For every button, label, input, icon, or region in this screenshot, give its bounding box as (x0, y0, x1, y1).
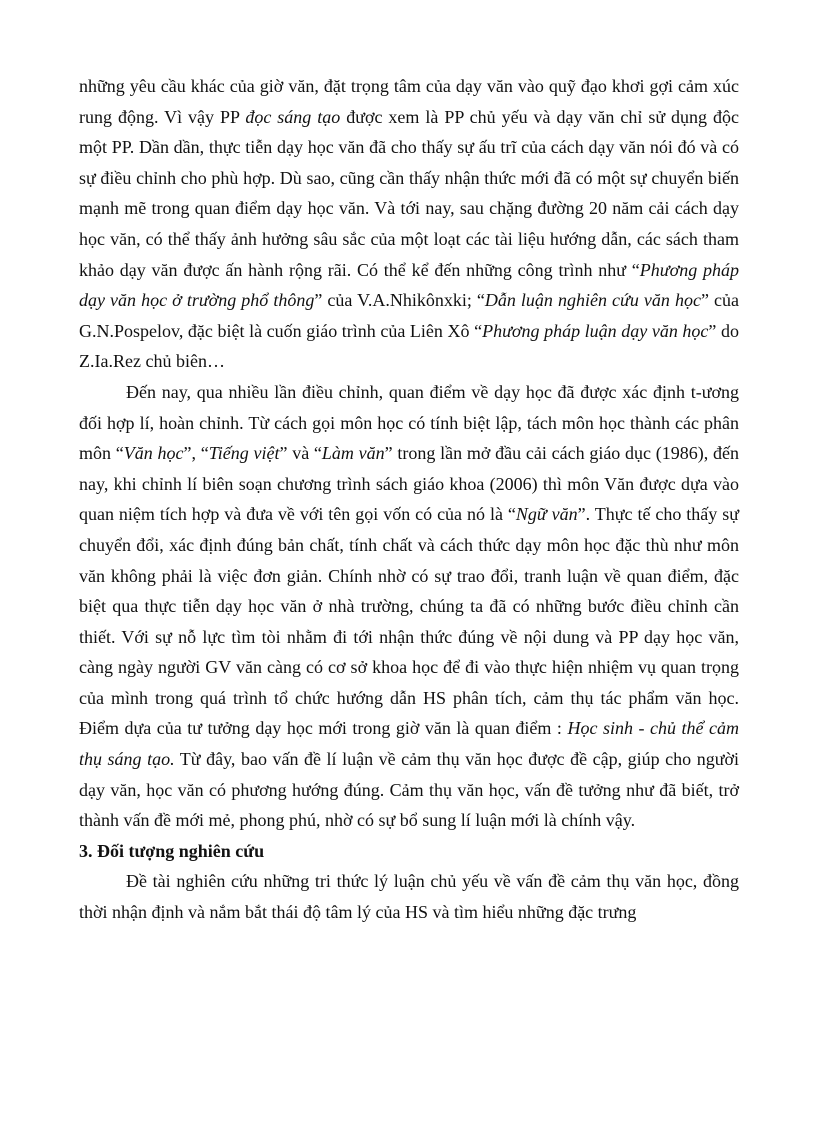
paragraph-continuation (79, 71, 739, 377)
paragraph-body (79, 377, 739, 836)
text-run: ” và “ (279, 443, 322, 464)
text-run: ”, “ (183, 443, 209, 464)
text-run: những yêu cầu khác của giờ văn, đặt trọng tâm của dạy văn vào quỹ đạo khơi gợi cảm xúc rung động. Vì vậy PP (79, 76, 739, 127)
text-run: được xem là PP chủ yếu và dạy văn chỉ sử dụng độc một PP. Dần dần, thực tiễn dạy học văn đã cho thấy sự ấu trĩ của cách dạy văn nói đó và có sự điều chỉnh cho phù hợp. Dù sao, cũng cần thấy nhận thức mới đã có một sự chuyển biến mạnh mẽ trong quan điểm dạy học văn. Và tới nay, sau chặng đường 20 năm cải cách dạy học văn, có thể thấy ảnh hưởng sâu sắc của một loạt các tài liệu hướng dẫn, các sách tham khảo dạy văn được ấn hành rộng rãi. Có thể kể đến những công trình như “ (79, 106, 739, 280)
section-heading: 3. Đối tượng nghiên cứu (79, 840, 265, 861)
text-run: ”. Thực tế cho thấy sự chuyển đổi, xác định đúng bản chất, tính chất và cách thức dạy môn học đặc thù như môn văn không phải là việc đơn giản. Chính nhờ có sự trao đổi, tranh luận về quan điểm, đặc biệt qua thực tiễn dạy học văn ở nhà trường, chúng ta đã có những bước điều chỉnh cần thiết. Với sự nỗ lực tìm tòi nhằm đi tới nhận thức đúng về nội dung và PP dạy học văn, càng ngày người GV văn càng có cơ sở khoa học để đi vào thực hiện nhiệm vụ quan trọng của mình trong quá trình tổ chức hướng dẫn HS phân tích, cảm thụ tác phẩm văn học. Điểm dựa của tư tưởng dạy học mới trong giờ văn là quan điểm : (79, 504, 740, 739)
book-title: Phương pháp dạy văn học ở trường phổ thông (79, 259, 740, 311)
book-title: Phương pháp luận dạy văn học (482, 320, 709, 341)
italic-viewpoint: Học sinh - chủ thể cảm thụ sáng tạo. (79, 718, 739, 770)
subject-name: Ngữ văn (515, 504, 578, 525)
book-title: Dẫn luận nghiên cứu văn học (484, 290, 701, 311)
text-run: Đến nay, qua nhiều lần điều chỉnh, quan điểm về dạy học đã được xác định t-ương đối hợp lí, hoàn chỉnh. Từ cách gọi môn học có tính biệt lập, tách môn học thành các phân môn “ (79, 381, 739, 464)
paragraph-section3: Đề tài nghiên cứu những tri thức lý luận chủ yếu về vấn đề cảm thụ văn học, đồng thời nhận định và nắm bắt thái độ tâm lý của HS và tìm hiểu những đặc trưng (79, 871, 739, 923)
subject-name: Tiếng việt (208, 443, 280, 464)
text-run: ” của V.A.Nhikônxki; “ (314, 290, 485, 311)
italic-term: đọc sáng tạo (245, 106, 341, 127)
document-page (79, 71, 739, 928)
subject-name: Làm văn (321, 443, 385, 464)
subject-name: Văn học (123, 443, 184, 464)
text-run: Từ đây, bao vấn đề lí luận về cảm thụ văn học được đề cập, giúp cho người dạy văn, học văn có phương hướng đúng. Cảm thụ văn học, vấn đề tưởng như đã biết, trở thành vấn đề mới mẻ, phong phú, nhờ có sự bổ sung lí luận mới là chính vậy. (79, 749, 739, 831)
text-run: ” trong lần mở đầu cải cách giáo dục (1986), đến nay, khi chỉnh lí biên soạn chương trình sách giáo khoa (2006) thì môn Văn được dựa vào quan niệm tích hợp và đưa về với tên gọi vốn có của nó là “ (79, 443, 740, 525)
text-run: ” của G.N.Pospelov, đặc biệt là cuốn giáo trình của Liên Xô “ (79, 290, 739, 341)
text-run: ” do Z.Ia.Rez chủ biên… (79, 320, 739, 372)
